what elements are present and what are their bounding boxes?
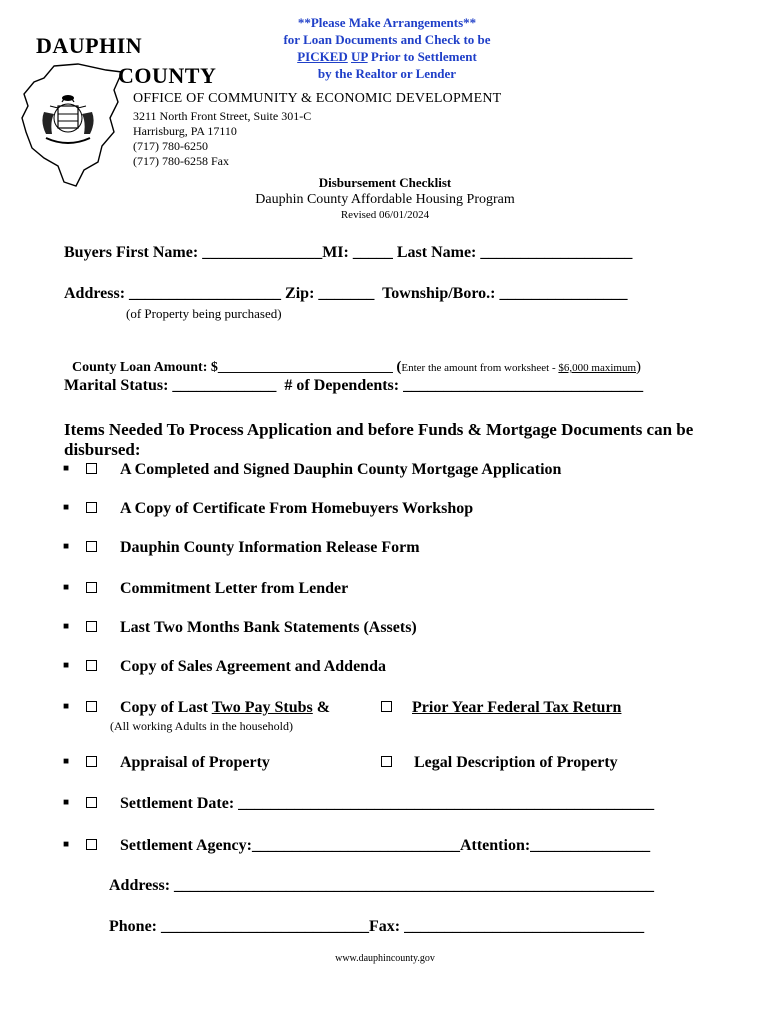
items-heading: Items Needed To Process Application and before Funds & Mortgage Documents can be disbursed: (64, 420, 694, 459)
notice-line-1: **Please Make Arrangements** (297, 15, 477, 30)
loan-note: Enter the amount from worksheet - (401, 362, 559, 374)
checkbox[interactable] (86, 756, 97, 767)
settlement-agency-field[interactable]: Settlement Agency:__________________________Attention:_______________ (120, 837, 651, 854)
bullet-icon: ■ (63, 701, 70, 712)
checkbox[interactable] (86, 541, 97, 552)
bullet-icon: ■ (63, 621, 70, 632)
bullet-icon: ■ (63, 756, 70, 767)
bullet-icon: ■ (63, 582, 70, 593)
bullet-icon: ■ (63, 839, 70, 850)
property-note: (of Property being purchased) (126, 306, 282, 321)
county-map-seal (18, 62, 130, 190)
loan-paren-close: ) (636, 359, 641, 375)
bullet-icon: ■ (63, 463, 70, 474)
seal-emblem (42, 95, 93, 143)
notice-line-3 (262, 48, 512, 65)
checkbox[interactable] (86, 660, 97, 671)
loan-paren-open: ( (396, 359, 402, 375)
bullet-icon: ■ (63, 797, 70, 808)
loan-max: $6,000 maximum (558, 362, 636, 374)
paystubs-prefix: Copy of Last (120, 699, 212, 716)
checkbox[interactable] (381, 756, 392, 767)
item-label: Copy of Sales Agreement and Addenda (120, 658, 386, 675)
legal-description-label: Legal Description of Property (414, 754, 618, 771)
county-name-line2: COUNTY (118, 63, 217, 88)
address-field[interactable]: Address: ___________________ Zip: _______ Township/Boro.: ________________ (64, 285, 628, 302)
office-address-1: 3211 North Front Street, Suite 301-C (133, 109, 312, 123)
office-address-2: Harrisburg, PA 17110 (133, 124, 237, 138)
checkbox[interactable] (86, 701, 97, 712)
office-title: OFFICE OF COMMUNITY & ECONOMIC DEVELOPMENT (133, 91, 502, 106)
agency-address-field[interactable]: Address: ____________________________________________________________ (109, 877, 655, 894)
item-label: Commitment Letter from Lender (120, 580, 349, 597)
agency-phone-fax-field[interactable]: Phone: __________________________Fax: ______________________________ (109, 918, 645, 935)
checkbox[interactable] (86, 463, 97, 474)
loan-amount-field[interactable]: County Loan Amount: $_________________________ (72, 360, 397, 375)
notice-up: UP (351, 49, 368, 64)
item-label: Dauphin County Information Release Form (120, 539, 420, 556)
office-fax: (717) 780-6258 Fax (133, 154, 229, 168)
notice-line-4: by the Realtor or Lender (317, 66, 457, 81)
program-title: Dauphin County Affordable Housing Program (255, 192, 515, 207)
bullet-icon: ■ (63, 660, 70, 671)
notice-line-2: for Loan Documents and Check to be (283, 32, 491, 47)
marital-dependents-field[interactable]: Marital Status: _____________ # of Dependents: ______________________________ (64, 377, 644, 394)
notice-prior: Prior to Settlement (367, 49, 477, 64)
pickup-notice (262, 14, 512, 82)
checkbox[interactable] (86, 582, 97, 593)
checkbox[interactable] (86, 839, 97, 850)
county-name-line1: DAUPHIN (36, 33, 143, 58)
appraisal-label: Appraisal of Property (120, 754, 270, 771)
revised-date: Revised 06/01/2024 (340, 209, 430, 221)
settlement-date-field[interactable]: Settlement Date: ____________________________________________________ (120, 795, 655, 812)
bullet-icon: ■ (63, 541, 70, 552)
item-label: A Completed and Signed Dauphin County Mortgage Application (120, 461, 562, 478)
buyer-name-field[interactable]: Buyers First Name: _______________MI: _____ Last Name: ___________________ (64, 244, 633, 261)
item-label: A Copy of Certificate From Homebuyers Workshop (120, 500, 474, 517)
footer-website[interactable]: www.dauphincounty.gov (335, 953, 435, 964)
checklist-title: Disbursement Checklist (318, 175, 452, 190)
paystubs-note: (All working Adults in the household) (110, 719, 293, 733)
notice-picked: PICKED (297, 49, 348, 64)
tax-return-label: Prior Year Federal Tax Return (412, 699, 622, 716)
checkbox[interactable] (381, 701, 392, 712)
checkbox[interactable] (86, 797, 97, 808)
checkbox[interactable] (86, 621, 97, 632)
paystubs-suffix: & (312, 699, 331, 716)
loan-amount-row[interactable] (64, 340, 641, 376)
checkbox[interactable] (86, 502, 97, 513)
paystubs-underlined: Two Pay Stubs (211, 699, 313, 716)
bullet-icon: ■ (63, 502, 70, 513)
paystubs-label (120, 699, 330, 717)
office-phone: (717) 780-6250 (133, 139, 208, 153)
item-label: Last Two Months Bank Statements (Assets) (120, 619, 417, 636)
